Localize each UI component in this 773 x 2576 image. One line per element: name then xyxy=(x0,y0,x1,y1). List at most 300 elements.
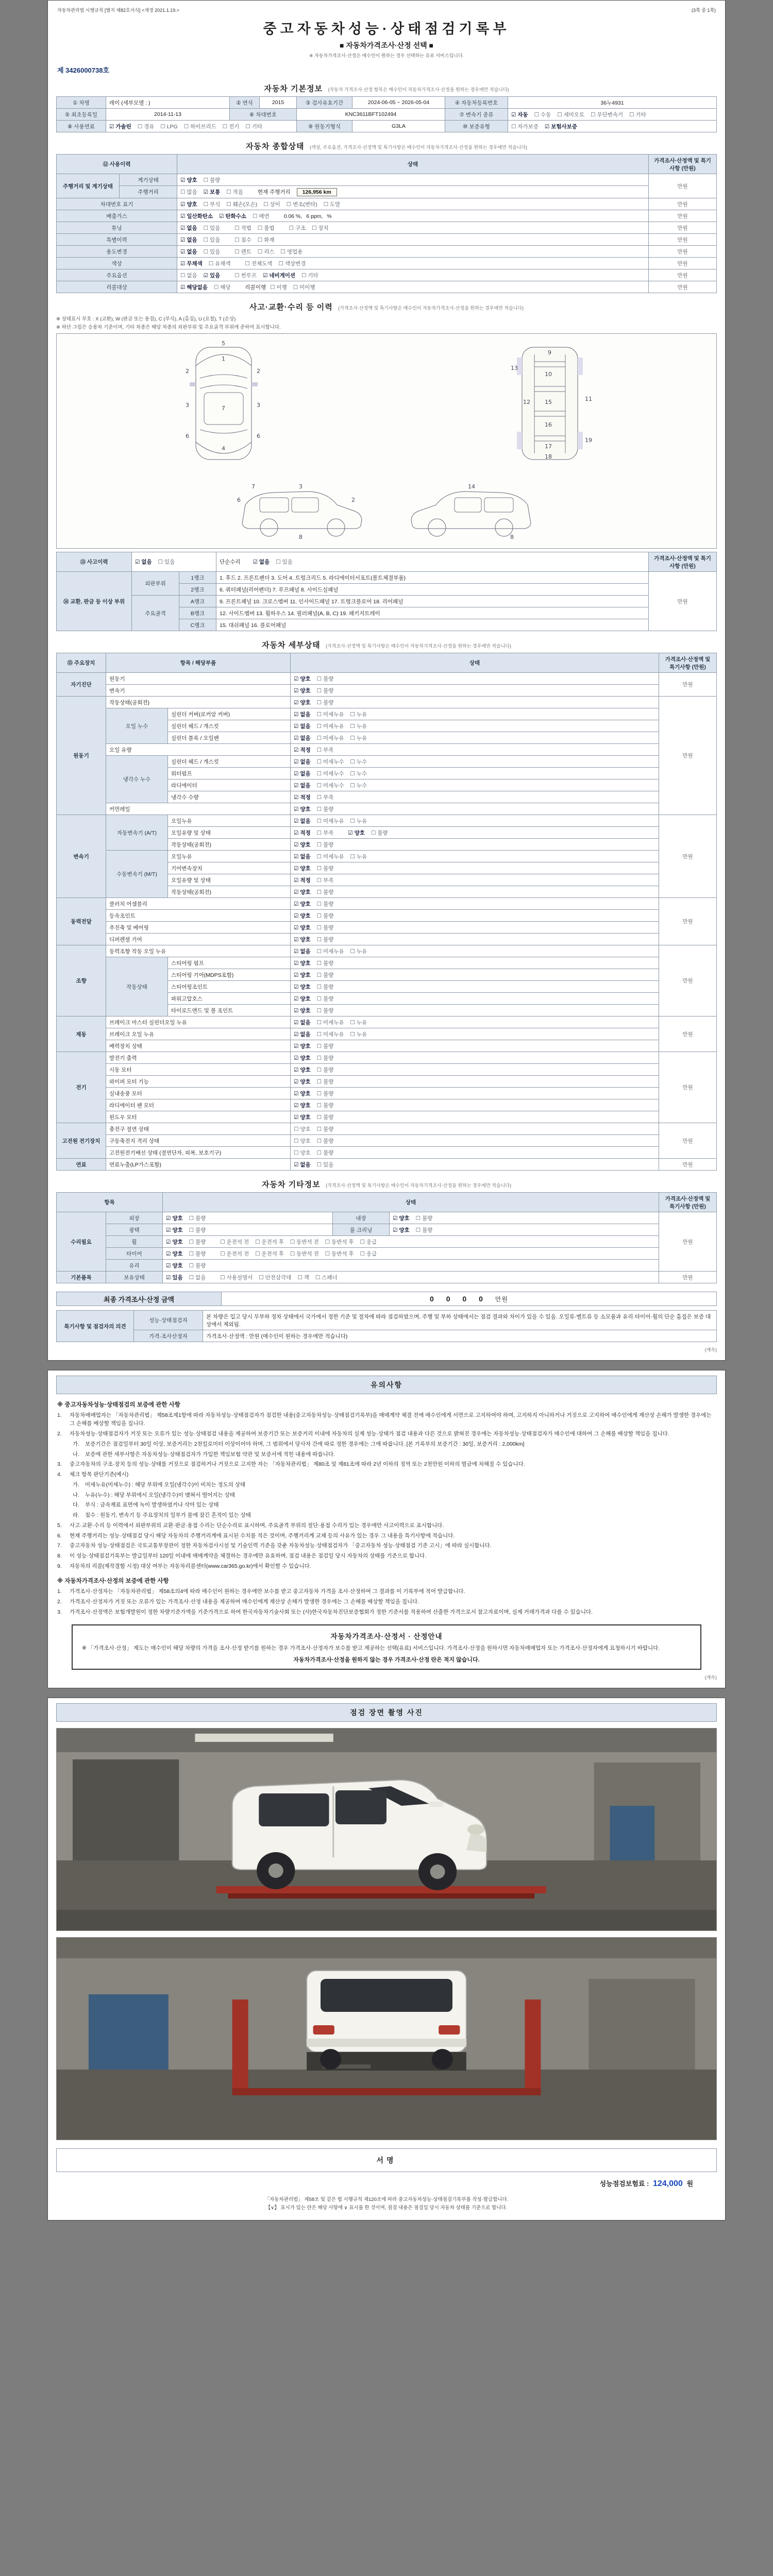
section-note: (가격조사·산정액 및 특기사항은 매수인이 자동차가격조사·산정을 원하는 경우에만 적습니다) xyxy=(338,306,524,311)
checkbox-unchecked[interactable]: ☐ 누유 xyxy=(350,818,367,824)
checkbox-checked[interactable]: ☑ 있음 xyxy=(203,272,221,279)
device-group-label: 원동기 xyxy=(57,697,106,815)
checkbox-checked[interactable]: ☑ 있음 xyxy=(166,1274,183,1281)
checkbox-unchecked[interactable]: ☐ 미세누수 xyxy=(316,770,344,777)
checkbox-checked[interactable]: ☑ 없음 xyxy=(180,248,197,255)
checkbox-unchecked[interactable]: ☐ 불량 xyxy=(371,829,388,836)
checkbox-checked[interactable]: ☑ 양호 xyxy=(294,972,311,978)
status-cell xyxy=(291,744,659,756)
checkbox-checked[interactable]: ☑ 적정 xyxy=(294,829,311,836)
checkbox-checked[interactable]: ☑ 탄화수소 xyxy=(219,213,246,219)
status-cell xyxy=(177,246,649,258)
item-label: 오일유량 및 상태 xyxy=(168,874,291,886)
checkbox-checked[interactable]: ☑ 없음 xyxy=(294,818,311,824)
checkbox-checked[interactable]: ☑ 양호 xyxy=(294,806,311,812)
checkbox-checked[interactable]: ☑ 양호 xyxy=(294,1066,311,1073)
table-row xyxy=(57,1040,717,1052)
diagram-number: 2 xyxy=(185,368,189,375)
checkbox-unchecked[interactable]: ☐ 전기 xyxy=(222,123,240,130)
checkbox-unchecked[interactable]: ☐ 미세누유 xyxy=(316,948,344,955)
vin-value: KNC3611BFT102494 xyxy=(297,109,445,121)
opinion-group-label: 특기사항 및 점검자의 의견 xyxy=(57,1311,134,1342)
checkbox-checked[interactable]: ☑ 없음 xyxy=(294,735,311,741)
checkbox-unchecked[interactable]: ☐ 누유 xyxy=(350,1019,367,1026)
checkbox-unchecked[interactable]: ☐ 경유 xyxy=(137,123,155,130)
checkbox-unchecked[interactable]: ☐ 없음 xyxy=(189,1274,206,1281)
row-label: 주요옵션 xyxy=(57,269,177,281)
checkbox-checked[interactable]: ☑ 적정 xyxy=(294,877,311,884)
checkbox-unchecked[interactable]: ☐ 미세누유 xyxy=(316,735,344,741)
rank-label: B랭크 xyxy=(179,607,216,619)
checkbox-unchecked[interactable]: ☐ 누유 xyxy=(350,948,367,955)
checkbox-checked[interactable]: ☑ 양호 xyxy=(166,1250,183,1257)
checkbox-checked[interactable]: ☑ 없음 xyxy=(294,948,311,955)
checkbox-checked[interactable]: ☑ 일산화탄소 xyxy=(180,213,213,219)
checkbox-unchecked[interactable]: ☐ 운전석 전 xyxy=(220,1239,249,1245)
checkbox-checked[interactable]: ☑ 없음 xyxy=(294,1031,311,1038)
table-row xyxy=(57,174,717,186)
checkbox-checked[interactable]: ☑ 네비게이션 xyxy=(263,272,296,279)
table-header-row xyxy=(57,155,717,174)
final-price-section xyxy=(56,1292,717,1342)
row-label: 휠 xyxy=(106,1236,163,1248)
checkbox-unchecked[interactable]: ☐ 양호 xyxy=(294,1149,311,1156)
notice-text: 가격조사·산정자가 거짓 또는 오류가 있는 가격조사·산정 내용을 제공하여 매수인에게 재산상 손해가 발생한 경우에는 그 손해를 배상할 책임을 집니다. xyxy=(70,1599,419,1605)
checkbox-unchecked[interactable]: ☐ 안전삼각대 xyxy=(259,1274,292,1281)
continue-marker: (계속) xyxy=(704,1675,717,1681)
row-label: 튜닝 xyxy=(57,222,177,234)
subgroup-label: 작동상태 xyxy=(106,957,168,1016)
checkbox-checked[interactable]: ☑ 양호 xyxy=(294,936,311,943)
diagram-number: 6 xyxy=(256,433,260,439)
checkbox-unchecked[interactable]: ☐ 미이행 xyxy=(293,284,315,291)
checkbox-unchecked[interactable]: ☐ 불량 xyxy=(316,972,334,978)
checkbox-unchecked[interactable]: ☐ 동반석 후 xyxy=(325,1239,354,1245)
notice-number: 가. xyxy=(73,1440,80,1447)
table-row xyxy=(57,898,717,910)
checkbox-unchecked[interactable]: ☐ 렌트 xyxy=(234,248,251,255)
column-header: 상태 xyxy=(163,1193,659,1212)
field-label: ⑦ 변속기 종류 xyxy=(445,109,508,121)
checkbox-checked[interactable]: ☑ 양호 xyxy=(348,829,365,836)
price-cell: 만원 xyxy=(649,269,717,281)
checkbox-unchecked[interactable]: ☐ 불량 xyxy=(316,865,334,872)
checkbox-checked[interactable]: ☑ 양호 xyxy=(166,1227,183,1233)
rank-items: 12. 사이드멤버 13. 휠하우스 14. 필러패널(A, B, C) 19. 패키지트레이 xyxy=(216,607,649,619)
status-cell xyxy=(291,945,659,957)
notice-text: 가격조사·산정액은 보험개발원이 정한 차량기준가액을 기준가격으로 하여 한국자동차기술사회 또는 (사)한국자동차진단보증협회가 정한 기준서를 적용하여 산출한 가격으로서 참고자료이며, 실제 거래가격과 다를 수 있습니다. xyxy=(70,1608,593,1615)
item-label: 발전기 출력 xyxy=(106,1052,291,1064)
item-label: 기어변속장치 xyxy=(168,862,291,874)
checkbox-unchecked[interactable]: ☐ 변조(변타) xyxy=(286,201,317,208)
checkbox-checked[interactable]: ☑ 없음 xyxy=(294,782,311,789)
checkbox-checked[interactable]: ☑ 양호 xyxy=(294,1043,311,1049)
checkbox-unchecked[interactable]: ☐ 있음 xyxy=(316,1161,334,1168)
notice-number: 3. xyxy=(57,1461,62,1468)
notice-number: 라. xyxy=(73,1512,80,1519)
item-label: 작동상태(공회전) xyxy=(168,886,291,898)
checkbox-unchecked[interactable]: ☐ 불량 xyxy=(316,984,334,990)
checkbox-unchecked[interactable]: ☐ 부족 xyxy=(316,794,334,801)
checkbox-unchecked[interactable]: ☐ 침수 xyxy=(234,236,251,243)
status-cell xyxy=(291,720,659,732)
checkbox-checked[interactable]: ☑ 적정 xyxy=(294,747,311,753)
price-cell: 만원 xyxy=(649,198,717,210)
status-cell xyxy=(291,957,659,969)
checkbox-unchecked[interactable]: ☐ 응급 xyxy=(360,1250,377,1257)
table-row xyxy=(57,744,717,756)
checkbox-unchecked[interactable]: ☐ 누수 xyxy=(350,770,367,777)
checkbox-checked[interactable]: ☑ 양호 xyxy=(180,201,197,208)
checkbox-checked[interactable]: ☑ 양호 xyxy=(294,1102,311,1109)
row-label: 배출가스 xyxy=(57,210,177,222)
checkbox-unchecked[interactable]: ☐ 썬루프 xyxy=(234,272,257,279)
checkbox-checked[interactable]: ☑ 양호 xyxy=(180,177,197,183)
checkbox-unchecked[interactable]: ☐ 불량 xyxy=(415,1215,433,1222)
checkbox-unchecked[interactable]: ☐ 불량 xyxy=(316,1149,334,1156)
checkbox-unchecked[interactable]: ☐ 응급 xyxy=(360,1239,377,1245)
checkbox-unchecked[interactable]: ☐ 불량 xyxy=(316,675,334,682)
checkbox-unchecked[interactable]: ☐ 불법 xyxy=(257,225,275,231)
diagram-basis-legend: ※ 하단 그림은 승용차 기준이며, 기타 차종은 해당 차종의 외판부위 및 주요골격 부위에 준하여 표시합니다. xyxy=(56,325,281,330)
first-registration-value: 2014-11-13 xyxy=(106,109,230,121)
checkbox-checked[interactable]: ☑ 없음 xyxy=(294,723,311,730)
checkbox-unchecked[interactable]: ☐ 불량 xyxy=(316,1090,334,1097)
checkbox-checked[interactable]: ☑ 양호 xyxy=(294,841,311,848)
item-label: 실린더 커버(로커암 커버) xyxy=(168,708,291,720)
rank-items: 15. 대쉬패널 16. 플로어패널 xyxy=(216,619,649,631)
checkbox-checked[interactable]: ☑ 양호 xyxy=(294,1078,311,1085)
checkbox-unchecked[interactable]: ☐ 동반석 전 xyxy=(290,1250,319,1257)
checkbox-unchecked[interactable]: ☐ 불량 xyxy=(316,995,334,1002)
checkbox-unchecked[interactable]: ☐ 불량 xyxy=(316,1055,334,1061)
status-cell xyxy=(291,685,659,697)
notice-item xyxy=(57,1562,716,1570)
notices-list xyxy=(56,1400,717,1616)
checkbox-unchecked[interactable]: ☐ 미세누유 xyxy=(316,1031,344,1038)
inline-text: 단순수리 xyxy=(220,559,241,565)
checkbox-unchecked[interactable]: ☐ 누수 xyxy=(350,782,367,789)
item-label: 오일누유 xyxy=(168,815,291,827)
notice-text: 자동차의 리콜(제작결함 시정) 대상 여부는 자동차리콜센터(www.car365.go.kr)에서 확인할 수 있습니다. xyxy=(70,1563,311,1569)
final-price-label: 최종 가격조사·산정 금액 xyxy=(57,1292,222,1306)
status-cell xyxy=(177,210,649,222)
checkbox-checked[interactable]: ☑ 양호 xyxy=(294,912,311,919)
checkbox-unchecked[interactable]: ☐ 화재 xyxy=(257,236,275,243)
status-cell xyxy=(291,827,659,839)
table-row xyxy=(57,596,717,607)
price-column-header: 가격조사·산정액 및 특기사항 (만원) xyxy=(649,552,717,572)
checkbox-unchecked[interactable]: ☐ 자가보증 xyxy=(511,123,539,130)
checkbox-unchecked[interactable]: ☐ LPG xyxy=(160,123,178,130)
table-row xyxy=(57,1260,717,1272)
checkbox-checked[interactable]: ☑ 무채색 xyxy=(180,260,203,267)
status-cell xyxy=(291,922,659,934)
fee-label: 성능점검보험료 : xyxy=(599,2180,649,2188)
checkbox-checked[interactable]: ☑ 양호 xyxy=(294,889,311,895)
rank-items: 6. 쿼터패널(리어펜더) 7. 루프패널 8. 사이드실패널 xyxy=(216,584,649,596)
item-label: 오일 유량 xyxy=(106,744,291,756)
checkbox-unchecked[interactable]: ☐ 누유 xyxy=(350,711,367,718)
status-cell xyxy=(291,1016,659,1028)
checkbox-checked[interactable]: ☑ 없음 xyxy=(135,559,152,565)
checkbox-checked[interactable]: ☑ 양호 xyxy=(294,924,311,931)
checkbox-unchecked[interactable]: ☐ 있음 xyxy=(158,559,175,565)
checkbox-unchecked[interactable]: ☐ 누유 xyxy=(350,735,367,741)
checkbox-checked[interactable]: ☑ 양호 xyxy=(294,699,311,706)
accident-history-label: ⑬ 사고이력 xyxy=(57,552,132,572)
checkbox-checked[interactable]: ☑ 없음 xyxy=(294,758,311,765)
checkbox-unchecked[interactable]: ☐ 불량 xyxy=(316,960,334,967)
checkbox-checked[interactable]: ☑ 양호 xyxy=(294,995,311,1002)
checkbox-unchecked[interactable]: ☐ 불량 xyxy=(415,1227,433,1233)
checkbox-checked[interactable]: ☑ 없음 xyxy=(180,236,197,243)
checkbox-checked[interactable]: ☑ 없음 xyxy=(294,711,311,718)
checkbox-unchecked[interactable]: ☐ 부족 xyxy=(316,877,334,884)
column-header: 가격조사·산정액 및 특기사항 (만원) xyxy=(659,1193,717,1212)
checkbox-unchecked[interactable]: ☐ 미세누유 xyxy=(316,1019,344,1026)
inspection-period-value: 2024-06-05 ~ 2026-05-04 xyxy=(352,97,445,109)
diagram-number: 17 xyxy=(544,443,552,450)
checkbox-unchecked[interactable]: ☐ 하이브리드 xyxy=(183,123,216,130)
checkbox-checked[interactable]: ☑ 양호 xyxy=(294,960,311,967)
checkbox-checked[interactable]: ☑ 양호 xyxy=(294,865,311,872)
checkbox-checked[interactable]: ☑ 없음 xyxy=(294,853,311,860)
item-label: 오일누유 xyxy=(168,851,291,862)
inspection-fee-row xyxy=(56,2172,717,2191)
inline-text: 현재 주행거리 xyxy=(257,189,291,195)
checkbox-unchecked[interactable]: ☐ 적법 xyxy=(234,225,251,231)
inspector-opinion-table xyxy=(56,1310,717,1342)
checkbox-checked[interactable]: ☑ 없음 xyxy=(294,1019,311,1026)
checkbox-unchecked[interactable]: ☐ 운전석 후 xyxy=(255,1239,284,1245)
checkbox-checked[interactable]: ☑ 양호 xyxy=(166,1262,183,1269)
checkbox-checked[interactable]: ☑ 양호 xyxy=(294,1007,311,1014)
notice-item xyxy=(57,1552,716,1560)
etc-info-table xyxy=(56,1192,717,1283)
checkbox-checked[interactable]: ☑ 가솔린 xyxy=(109,123,131,130)
checkbox-unchecked[interactable]: ☐ 불량 xyxy=(316,1126,334,1132)
checkbox-unchecked[interactable]: ☐ 불량 xyxy=(316,912,334,919)
checkbox-unchecked[interactable]: ☐ 불량 xyxy=(316,1043,334,1049)
status-cell xyxy=(163,1248,659,1260)
checkbox-unchecked[interactable]: ☐ 불량 xyxy=(316,699,334,706)
item-label: 디퍼렌셜 기어 xyxy=(106,934,291,945)
signature-box[interactable] xyxy=(56,2148,717,2172)
inline-text: % xyxy=(327,213,332,219)
checkbox-checked[interactable]: ☑ 없음 xyxy=(253,559,270,565)
row-label: 광택 xyxy=(106,1224,163,1236)
accident-history-header xyxy=(56,301,717,312)
checkbox-unchecked[interactable]: ☐ 기타 xyxy=(301,272,318,279)
checkbox-unchecked[interactable]: ☐ 전체도색 xyxy=(245,260,273,267)
status-cell xyxy=(291,910,659,922)
checkbox-checked[interactable]: ☑ 양호 xyxy=(166,1239,183,1245)
notice-item xyxy=(57,1470,716,1479)
table-row xyxy=(57,815,717,827)
checkbox-unchecked[interactable]: ☐ 세미오토 xyxy=(557,111,585,118)
device-group-label: 전기 xyxy=(57,1052,106,1123)
checkbox-unchecked[interactable]: ☐ 불량 xyxy=(189,1250,206,1257)
checkbox-checked[interactable]: ☑ 양호 xyxy=(166,1215,183,1222)
table-row xyxy=(57,1224,717,1236)
checkbox-unchecked[interactable]: ☐ 기타 xyxy=(629,111,646,118)
checkbox-unchecked[interactable]: ☐ 누유 xyxy=(350,723,367,730)
status-cell xyxy=(291,1052,659,1064)
fee-value: 124,000 xyxy=(652,2179,683,2189)
checkbox-checked[interactable]: ☑ 양호 xyxy=(294,687,311,694)
checkbox-unchecked[interactable]: ☐ 리스 xyxy=(257,248,275,255)
checkbox-unchecked[interactable]: ☐ 있음 xyxy=(203,225,221,231)
notice-number: 4. xyxy=(57,1471,62,1478)
checkbox-unchecked[interactable]: ☐ 있음 xyxy=(203,236,221,243)
checkbox-checked[interactable]: ☑ 양호 xyxy=(294,984,311,990)
checkbox-unchecked[interactable]: ☐ 양호 xyxy=(294,1138,311,1144)
checkbox-unchecked[interactable]: ☐ 누유 xyxy=(350,1031,367,1038)
item-label: 스티어링 펌프 xyxy=(168,957,291,969)
checkbox-unchecked[interactable]: ☐ 잭 xyxy=(297,1274,309,1281)
checkbox-checked[interactable]: ☑ 없음 xyxy=(180,225,197,231)
checkbox-unchecked[interactable]: ☐ 불량 xyxy=(316,1114,334,1121)
checkbox-checked[interactable]: ☑ 양호 xyxy=(294,675,311,682)
checkbox-unchecked[interactable]: ☐ 유채색 xyxy=(208,260,231,267)
checkbox-checked[interactable]: ☑ 해당없음 xyxy=(180,284,208,291)
checkbox-unchecked[interactable]: ☐ 동반석 후 xyxy=(325,1250,354,1257)
checkbox-unchecked[interactable]: ☐ 스패너 xyxy=(315,1274,338,1281)
checkbox-unchecked[interactable]: ☐ 불량 xyxy=(316,806,334,812)
checkbox-unchecked[interactable]: ☐ 불량 xyxy=(316,1007,334,1014)
table-row xyxy=(57,673,717,685)
column-header: ⑮ 주요장치 xyxy=(57,653,106,673)
final-price-digits: 0 0 0 0 xyxy=(430,1294,488,1303)
main-frame-label: 주요골격 xyxy=(132,596,179,631)
checkbox-unchecked[interactable]: ☐ 불량 xyxy=(316,1102,334,1109)
checkbox-unchecked[interactable]: ☐ 누유 xyxy=(350,853,367,860)
checkbox-checked[interactable]: ☑ 양호 xyxy=(294,1114,311,1121)
checkbox-unchecked[interactable]: ☐ 운전석 전 xyxy=(220,1250,249,1257)
checkbox-unchecked[interactable]: ☐ 미세누유 xyxy=(316,818,344,824)
diagram-number: 8 xyxy=(299,534,303,540)
checkbox-unchecked[interactable]: ☐ 불량 xyxy=(316,901,334,907)
notice-heading: ※ 자동차가격조사·산정의 보증에 관한 사항 xyxy=(57,1578,169,1585)
checkbox-unchecked[interactable]: ☐ 부족 xyxy=(316,747,334,753)
item-label: 연료누출(LP가스포함) xyxy=(106,1159,291,1171)
checkbox-unchecked[interactable]: ☐ 불량 xyxy=(316,841,334,848)
checkbox-checked[interactable]: ☑ 양호 xyxy=(294,1090,311,1097)
plate-number-value: 36누4931 xyxy=(508,97,717,109)
checkbox-checked[interactable]: ☑ 양호 xyxy=(393,1227,410,1233)
table-row xyxy=(57,934,717,945)
checkbox-checked[interactable]: ☑ 양호 xyxy=(294,1055,311,1061)
checkbox-unchecked[interactable]: ☐ 미세누수 xyxy=(316,758,344,765)
checkbox-unchecked[interactable]: ☐ 양호 xyxy=(294,1126,311,1132)
checkbox-unchecked[interactable]: ☐ 구조 xyxy=(289,225,306,231)
checkbox-unchecked[interactable]: ☐ 불량 xyxy=(203,177,221,183)
subgroup-label: 오일 누수 xyxy=(106,708,168,744)
checkbox-unchecked[interactable]: ☐ 해당 xyxy=(213,284,231,291)
checkbox-checked[interactable]: ☑ 없음 xyxy=(294,770,311,777)
form-topline xyxy=(56,6,717,15)
row-label: 타이어 xyxy=(106,1248,163,1260)
item-label: 실린더 블록 / 오일팬 xyxy=(168,732,291,744)
checkbox-unchecked[interactable]: ☐ 부족 xyxy=(316,829,334,836)
checkbox-unchecked[interactable]: ☐ 누수 xyxy=(350,758,367,765)
checkbox-unchecked[interactable]: ☐ 불량 xyxy=(316,687,334,694)
checkbox-unchecked[interactable]: ☐ 색상변경 xyxy=(278,260,306,267)
checkbox-unchecked[interactable]: ☐ 불량 xyxy=(189,1262,206,1269)
checkbox-checked[interactable]: ☑ 보험사보증 xyxy=(544,123,577,130)
checkbox-unchecked[interactable]: ☐ 장치 xyxy=(312,225,329,231)
section-note: (가격조사·산정액 및 특기사항은 매수인이 자동차가격조사·산정을 원하는 경우에만 적습니다) xyxy=(326,1183,511,1188)
table-row xyxy=(57,269,717,281)
checkbox-unchecked[interactable]: ☐ 불량 xyxy=(316,924,334,931)
checkbox-unchecked[interactable]: ☐ 훼손(오손) xyxy=(226,201,258,208)
checkbox-unchecked[interactable]: ☐ 부식 xyxy=(203,201,221,208)
checkbox-unchecked[interactable]: ☐ 적음 xyxy=(226,189,243,195)
table-row xyxy=(57,281,717,293)
checkbox-unchecked[interactable]: ☐ 불량 xyxy=(316,889,334,895)
checkbox-unchecked[interactable]: ☐ 미세누유 xyxy=(316,853,344,860)
checkbox-unchecked[interactable]: ☐ 많음 xyxy=(180,189,197,195)
detail-condition-section xyxy=(56,639,717,1171)
checkbox-unchecked[interactable]: ☐ 수동 xyxy=(534,111,551,118)
status-cell xyxy=(291,862,659,874)
checkbox-checked[interactable]: ☑ 자동 xyxy=(511,111,528,118)
table-row xyxy=(57,1016,717,1028)
status-cell xyxy=(291,1088,659,1099)
checkbox-unchecked[interactable]: ☐ 불량 xyxy=(189,1227,206,1233)
checkbox-checked[interactable]: ☑ 양호 xyxy=(294,901,311,907)
checkbox-unchecked[interactable]: ☐ 사용설명서 xyxy=(220,1274,253,1281)
table-row xyxy=(57,1147,717,1159)
checkbox-unchecked[interactable]: ☐ 무단변속기 xyxy=(591,111,624,118)
checkbox-unchecked[interactable]: ☐ 불량 xyxy=(316,1138,334,1144)
checkbox-unchecked[interactable]: ☐ 매연 xyxy=(252,213,270,219)
checkbox-checked[interactable]: ☑ 양호 xyxy=(393,1215,410,1222)
checkbox-checked[interactable]: ☑ 적정 xyxy=(294,794,311,801)
checkbox-unchecked[interactable]: ☐ 기타 xyxy=(245,123,263,130)
checkbox-unchecked[interactable]: ☐ 이행 xyxy=(270,284,287,291)
checkbox-unchecked[interactable]: ☐ 미세누수 xyxy=(316,782,344,789)
row-label: 특별이력 xyxy=(57,234,177,246)
checkbox-unchecked[interactable]: ☐ 불량 xyxy=(316,1078,334,1085)
notice-item xyxy=(57,1541,716,1550)
checkbox-unchecked[interactable]: ☐ 영업용 xyxy=(280,248,303,255)
item-label: 스티어링조인트 xyxy=(168,981,291,993)
checkbox-unchecked[interactable]: ☐ 있음 xyxy=(203,248,221,255)
footer-line-1: 「자동차관리법」 제58조 및 같은 법 시행규칙 제120조에 따라 중고자동차성능·상태점검기록부를 작성·발급합니다. xyxy=(264,2197,509,2203)
photos-title: 점검 장면 촬영 사진 xyxy=(56,1703,717,1722)
checkbox-unchecked[interactable]: ☐ 미세누유 xyxy=(316,723,344,730)
checkbox-unchecked[interactable]: ☐ 불량 xyxy=(189,1239,206,1245)
checkbox-unchecked[interactable]: ☐ 동반석 전 xyxy=(290,1239,319,1245)
checkbox-unchecked[interactable]: ☐ 없음 xyxy=(180,272,197,279)
section-title: 사고·교환·수리 등 이력 xyxy=(249,303,333,312)
section-title: 자동차 기타정보 xyxy=(262,1180,321,1189)
checkbox-unchecked[interactable]: ☐ 도말 xyxy=(323,201,341,208)
checkbox-unchecked[interactable]: ☐ 미세누유 xyxy=(316,711,344,718)
status-cell xyxy=(177,198,649,210)
checkbox-checked[interactable]: ☑ 없음 xyxy=(294,1161,311,1168)
checkbox-unchecked[interactable]: ☐ 있음 xyxy=(276,559,293,565)
table-row xyxy=(57,186,717,198)
checkbox-unchecked[interactable]: ☐ 불량 xyxy=(316,936,334,943)
checkbox-unchecked[interactable]: ☐ 불량 xyxy=(189,1215,206,1222)
checkbox-unchecked[interactable]: ☐ 운전석 후 xyxy=(255,1250,284,1257)
checkbox-unchecked[interactable]: ☐ 상이 xyxy=(263,201,280,208)
checkbox-unchecked[interactable]: ☐ 불량 xyxy=(316,1066,334,1073)
checkbox-checked[interactable]: ☑ 보통 xyxy=(203,189,221,195)
